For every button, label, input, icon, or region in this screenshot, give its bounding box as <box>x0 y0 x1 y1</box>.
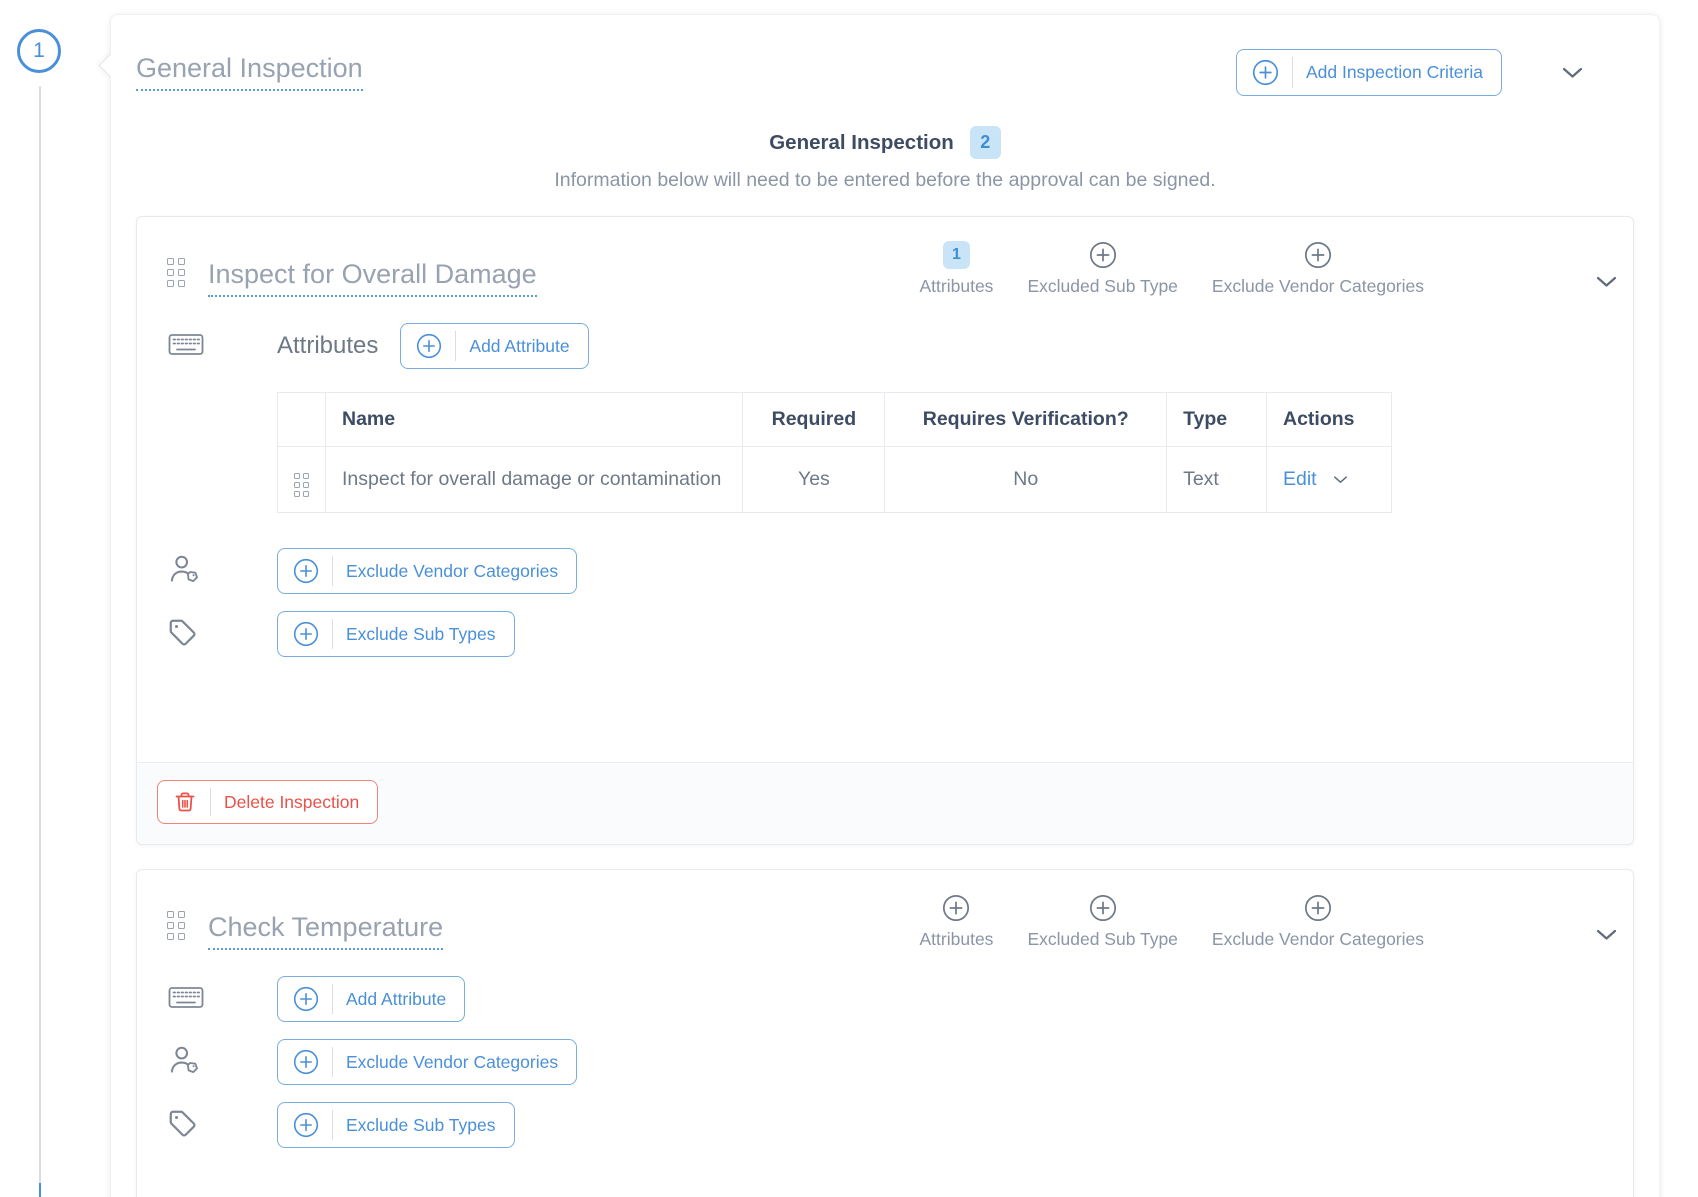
inspection-count-badge: 2 <box>970 126 1001 159</box>
exclude-vendor-row <box>167 548 1603 594</box>
plus-circle-icon <box>278 612 332 656</box>
inspection-body <box>137 950 1633 1197</box>
attribute-required-cell: Yes <box>743 447 885 513</box>
person-tag-icon <box>167 554 201 589</box>
add-exclude-vendor-categories-icon[interactable] <box>1304 241 1332 269</box>
attributes-table-row <box>167 386 1603 531</box>
collapse-section-chevron-icon[interactable] <box>1560 61 1585 84</box>
add-inspection-criteria-label: Add Inspection Criteria <box>1305 62 1483 82</box>
stat-attributes-label: Attributes <box>919 929 994 949</box>
exclude-vendor-categories-button[interactable] <box>277 1039 577 1085</box>
section-subheading <box>111 126 1659 159</box>
keyboard-icon <box>167 983 205 1016</box>
add-attribute-button[interactable] <box>277 976 465 1022</box>
column-header-requires-verification: Requires Verification? <box>885 393 1167 447</box>
inspection-stats <box>920 241 1425 297</box>
stat-attributes-label: Attributes <box>919 276 994 296</box>
add-attribute-row <box>167 976 1603 1022</box>
attributes-heading: Attributes <box>277 332 379 359</box>
delete-inspection-button[interactable] <box>157 780 378 824</box>
add-attribute-label: Add Attribute <box>469 335 570 356</box>
stat-attributes <box>920 894 994 950</box>
stat-exclude-vendor-categories <box>1212 894 1424 950</box>
add-excluded-sub-type-icon[interactable] <box>1089 894 1117 922</box>
inspection-card-overall-damage <box>136 216 1634 845</box>
plus-circle-icon <box>278 1040 332 1084</box>
exclude-vendor-row <box>167 1039 1603 1085</box>
exclude-sub-types-button[interactable] <box>277 1102 515 1148</box>
column-header-actions: Actions <box>1267 393 1392 447</box>
attribute-type-cell: Text <box>1167 447 1267 513</box>
exclude-vendor-categories-label: Exclude Vendor Categories <box>346 1051 559 1072</box>
stat-exclude-vendor-categories-label: Exclude Vendor Categories <box>1211 929 1424 949</box>
inspection-card-check-temperature <box>136 869 1634 1197</box>
exclude-subtypes-row <box>167 611 1603 657</box>
attributes-row <box>167 323 1603 369</box>
row-drag-handle-icon[interactable] <box>294 473 309 497</box>
table-header-row <box>278 393 1392 447</box>
plus-circle-icon <box>278 1103 332 1147</box>
tag-icon <box>167 1108 197 1143</box>
drag-handle-icon[interactable] <box>167 258 185 287</box>
inspection-title[interactable]: Inspect for Overall Damage <box>208 260 537 297</box>
delete-inspection-label: Delete Inspection <box>224 791 360 812</box>
stat-exclude-vendor-categories <box>1212 241 1424 297</box>
column-header-required: Required <box>743 393 885 447</box>
plus-circle-icon <box>401 324 455 368</box>
plus-circle-icon <box>1237 50 1292 95</box>
exclude-vendor-categories-label: Exclude Vendor Categories <box>346 560 559 581</box>
stat-excluded-sub-type <box>1027 241 1177 297</box>
exclude-vendor-categories-button[interactable] <box>277 548 577 594</box>
step-indicator: 1 <box>17 29 61 73</box>
step-connector-line <box>39 86 41 1183</box>
trash-icon <box>158 781 210 823</box>
attribute-name-cell: Inspect for overall damage or contamination <box>326 447 743 513</box>
stat-excluded-sub-type-label: Excluded Sub Type <box>1027 929 1178 949</box>
add-exclude-vendor-categories-icon[interactable] <box>1304 894 1332 922</box>
plus-circle-icon <box>278 549 332 593</box>
edit-actions-chevron-icon[interactable] <box>1332 471 1349 488</box>
section-instructions: Information below will need to be entered before the approval can be signed. <box>554 169 1216 191</box>
exclude-subtypes-row <box>167 1102 1603 1148</box>
inspection-header <box>137 217 1633 297</box>
inspection-footer <box>137 762 1633 844</box>
add-inspection-criteria-button[interactable] <box>1236 49 1502 96</box>
keyboard-icon <box>167 330 205 363</box>
add-attribute-button[interactable] <box>400 323 588 369</box>
column-header-name: Name <box>326 393 743 447</box>
collapse-inspection-chevron-icon[interactable] <box>1594 270 1619 293</box>
inspection-body <box>137 297 1633 762</box>
collapse-inspection-chevron-icon[interactable] <box>1594 923 1619 946</box>
stat-exclude-vendor-categories-label: Exclude Vendor Categories <box>1211 276 1424 296</box>
exclude-sub-types-label: Exclude Sub Types <box>346 623 496 644</box>
attribute-table-row <box>278 447 1392 513</box>
stat-excluded-sub-type-label: Excluded Sub Type <box>1027 276 1178 296</box>
general-inspection-section <box>110 14 1660 1197</box>
edit-attribute-link[interactable]: Edit <box>1283 468 1317 490</box>
person-tag-icon <box>167 1045 201 1080</box>
add-attributes-icon[interactable] <box>942 894 970 922</box>
inspection-header <box>137 870 1633 950</box>
attributes-table <box>277 392 1392 513</box>
exclude-sub-types-button[interactable] <box>277 611 515 657</box>
drag-handle-icon[interactable] <box>167 911 185 940</box>
inspection-title[interactable]: Check Temperature <box>208 913 443 950</box>
inspection-stats <box>920 894 1425 950</box>
column-header-type: Type <box>1167 393 1267 447</box>
section-title[interactable]: General Inspection <box>136 54 363 91</box>
section-header <box>111 15 1659 96</box>
exclude-sub-types-label: Exclude Sub Types <box>346 1114 496 1135</box>
step-connector-line-active <box>39 1183 41 1197</box>
attributes-count-badge: 1 <box>943 241 970 269</box>
attribute-verification-cell: No <box>885 447 1167 513</box>
plus-circle-icon <box>278 977 332 1021</box>
add-attribute-label: Add Attribute <box>346 988 447 1009</box>
add-excluded-sub-type-icon[interactable] <box>1089 241 1117 269</box>
stat-attributes <box>920 241 994 297</box>
section-subheading-text: General Inspection <box>769 130 954 154</box>
tag-icon <box>167 617 197 652</box>
stat-excluded-sub-type <box>1027 894 1177 950</box>
